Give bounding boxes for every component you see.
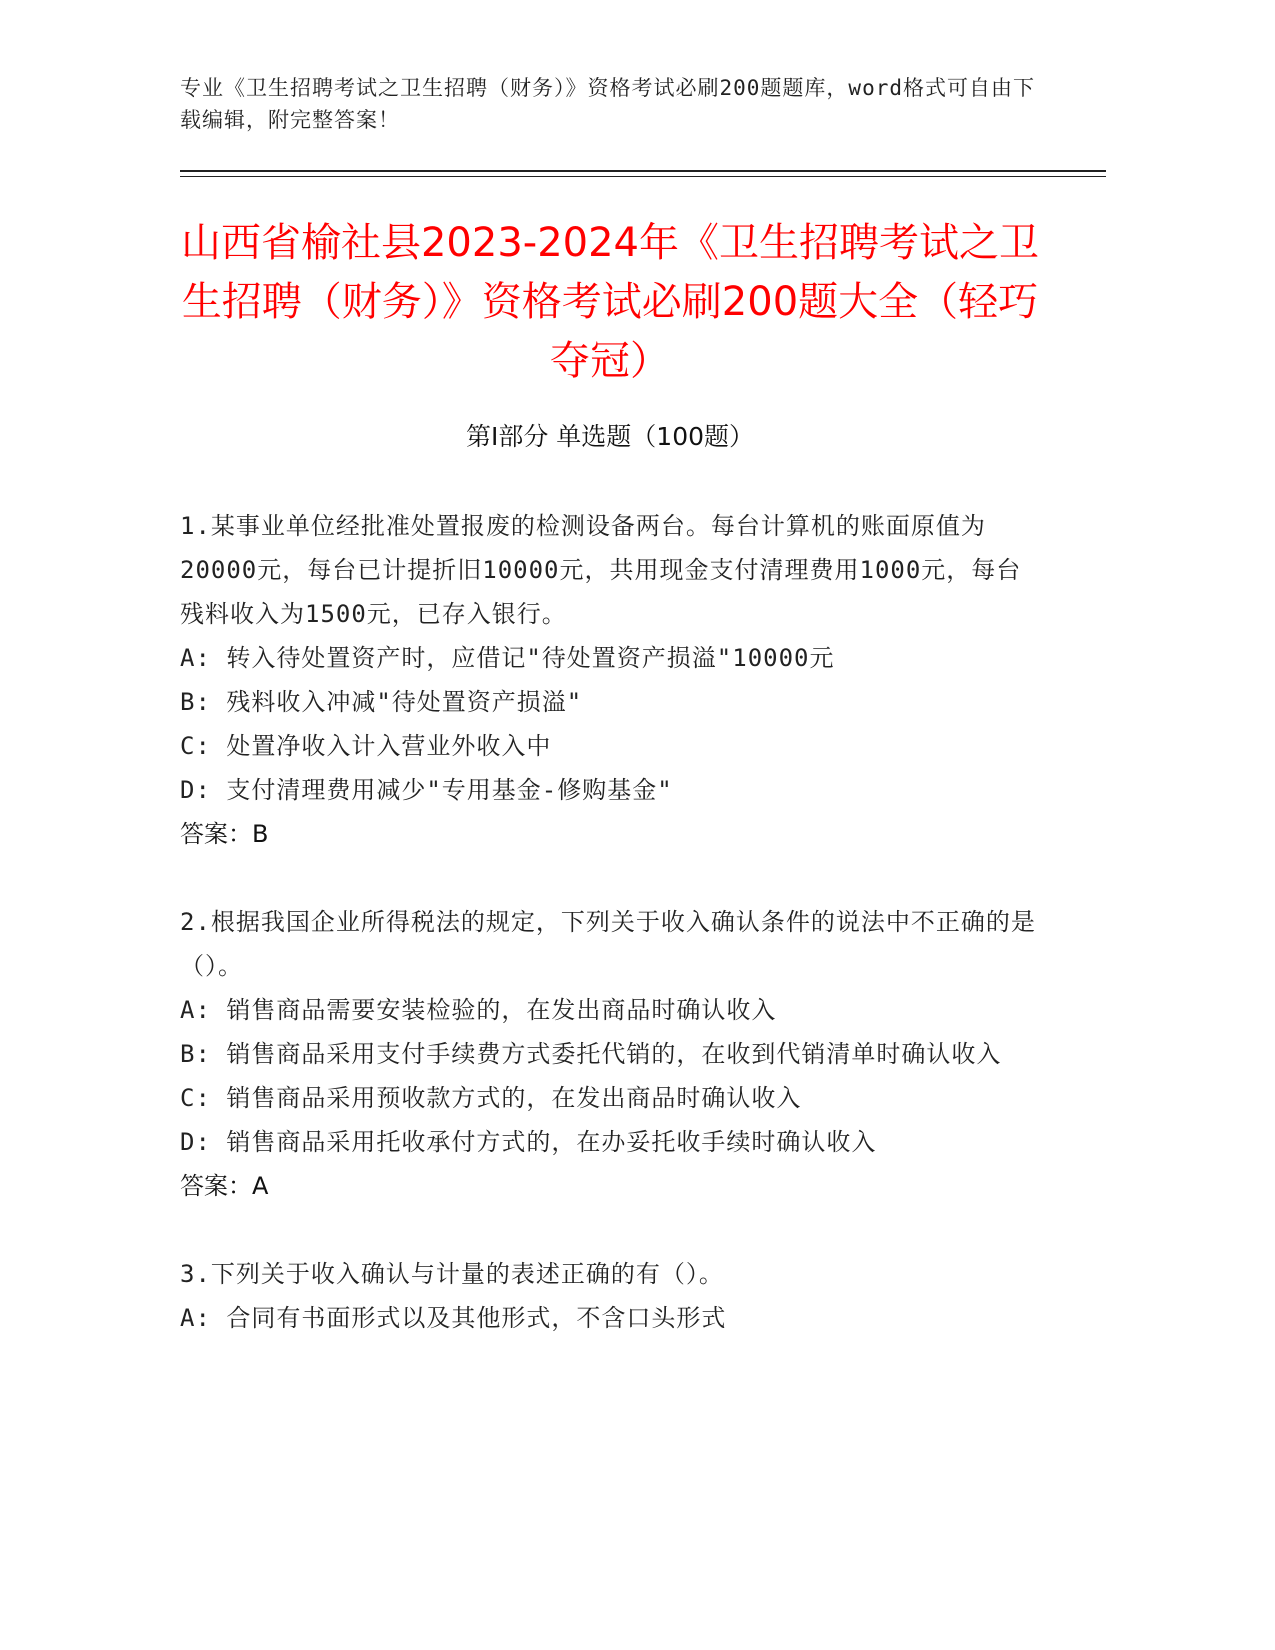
question-stem: 2.根据我国企业所得税法的规定，下列关于收入确认条件的说法中不正确的是（）。 <box>180 908 1036 980</box>
option-a: A: 转入待处置资产时，应借记"待处置资产损溢"10000元 <box>180 644 835 672</box>
option-c: C: 处置净收入计入营业外收入中 <box>180 732 552 760</box>
answer-line: 答案：A <box>180 1172 269 1200</box>
question-stem: 1.某事业单位经批准处置报废的检测设备两台。每台计算机的账面原值为20000元，每台已计提折旧10000元，共用现金支付清理费用1000元，每台残料收入为1500元，已存入银行。 <box>180 512 1022 628</box>
question-item <box>180 504 1040 856</box>
header-divider-thin <box>180 176 1106 177</box>
option-d: D: 销售商品采用托收承付方式的，在办妥托收手续时确认收入 <box>180 1128 877 1156</box>
document-title: 山西省榆社县2023-2024年《卫生招聘考试之卫生招聘（财务）》资格考试必刷200题大全（轻巧夺冠） <box>180 220 1040 384</box>
option-b: B: 残料收入冲减"待处置资产损溢" <box>180 688 583 716</box>
question-stem: 3.下列关于收入确认与计量的表述正确的有（）。 <box>180 1260 724 1288</box>
answer-line: 答案：B <box>180 820 269 848</box>
header-note: 专业《卫生招聘考试之卫生招聘（财务）》资格考试必刷200题题库，word格式可自由下载编辑，附完整答案！ <box>180 76 1035 132</box>
question-list <box>180 504 1040 1384</box>
question-item <box>180 1252 1040 1340</box>
header-divider-thick <box>180 170 1106 172</box>
option-b: B: 销售商品采用支付手续费方式委托代销的，在收到代销清单时确认收入 <box>180 1040 1002 1068</box>
option-d: D: 支付清理费用减少"专用基金-修购基金" <box>180 776 673 804</box>
question-item <box>180 900 1040 1208</box>
option-a: A: 合同有书面形式以及其他形式，不含口头形式 <box>180 1304 727 1332</box>
section-heading: 第Ⅰ部分 单选题（100题） <box>465 422 755 451</box>
option-a: A: 销售商品需要安装检验的，在发出商品时确认收入 <box>180 996 777 1024</box>
option-c: C: 销售商品采用预收款方式的，在发出商品时确认收入 <box>180 1084 802 1112</box>
